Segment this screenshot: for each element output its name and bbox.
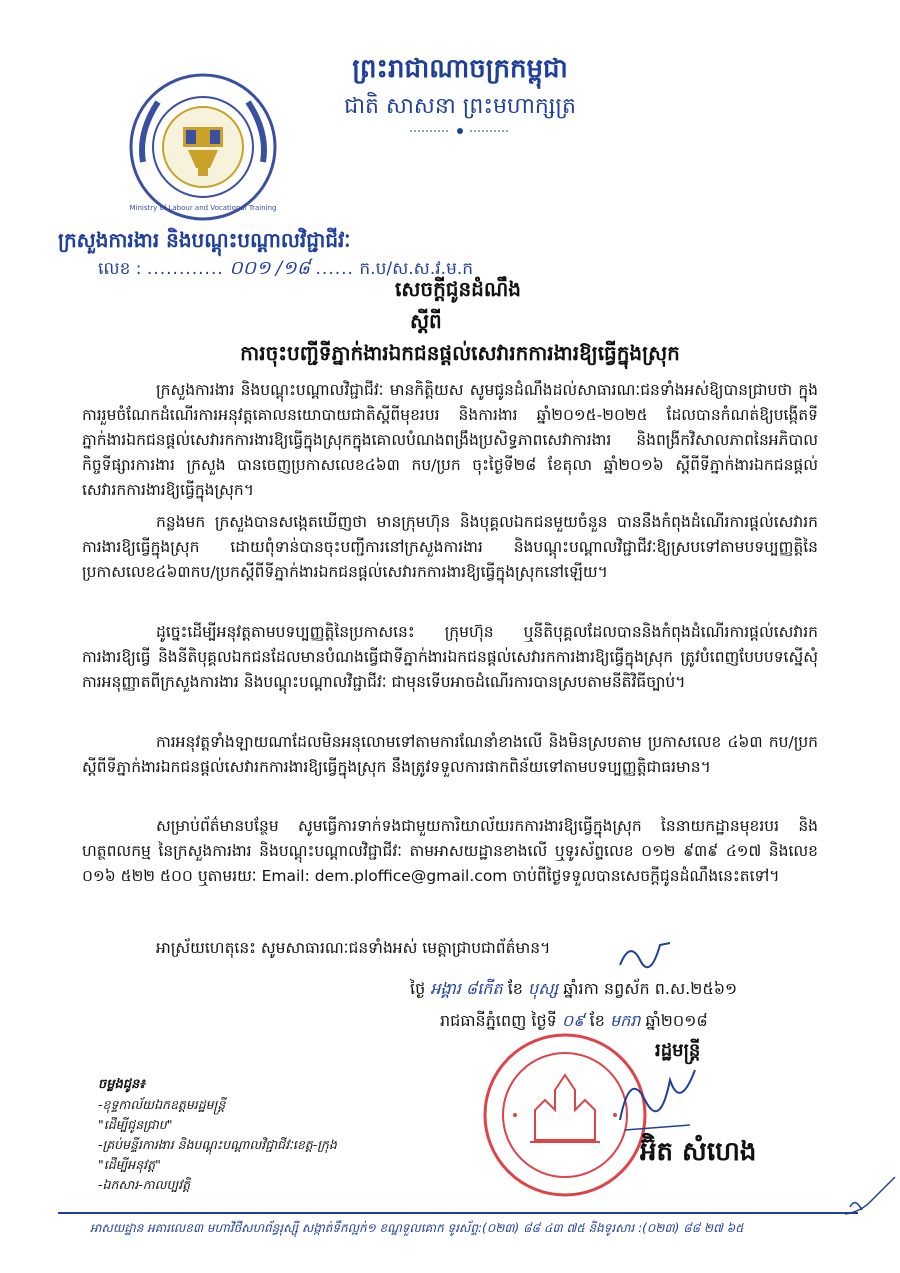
footer-address: អាសយដ្ឋាន អគារលេខ៣ មហាវិថីសហព័ន្ធរុស្ស៊ី សង្កាត់ទឹកល្អក់១ ខណ្ឌទួលគោក ទូរស័ព្ទ:(០២៣) ៨៨ ៤៣ ៧៥ និងទូរសារ :(០២៣) ៨៨ ២៧ ៦៥ [90, 1221, 744, 1235]
ministry-logo [128, 72, 278, 222]
solar-day: ០៩ [561, 1011, 585, 1030]
lunar-month: បុស្ស [528, 979, 559, 998]
ref-suffix: /១៨ [275, 257, 311, 279]
footer-flourish [840, 1172, 900, 1222]
reference-number: លេខ : ............ ០០១ /១៨ ...... ក.ប/ស.ស.វ.ម.ក [98, 257, 474, 279]
lunar-day: អង្គារ ៨កើត [430, 979, 503, 998]
ornament-divider [410, 126, 510, 136]
issuing-ministry: ក្រសួងការងារ និងបណ្តុះបណ្តាលវិជ្ជាជីវៈ [58, 228, 351, 252]
about-label: ស្តីពី [410, 309, 442, 333]
body-paragraph-5: សម្រាប់ព័ត៌មានបន្ថែម សូមធ្វើការទាក់ទងជាមួយការិយាល័យរកការងារឱ្យធ្វើក្នុងស្រុក នៃនាយកដ្ឋានមុខរបរ និងហត្ថពលកម្ម នៃក្រសួងការងារ និងបណ្តុះបណ្តាលវិជ្ជាជីវៈ តាមអាសយដ្ឋានខាងលើ ឬទូរស័ព្ទលេខ ០១២ ៩៣៩ ៤១៧ និងលេខ ០១៦ ៥២២ ៥០០ ឬតាមរយៈ Email: dem.ploffice@gmail.com ចាប់ពីថ្ងៃទទួលបានសេចក្តីជូនដំណឹងនេះតទៅ។ [82, 817, 818, 885]
recipients-heading: ចម្លងជូន៖ [98, 1077, 145, 1092]
signatory-name: អ៊ិត សំហេង [640, 1137, 757, 1167]
logo-text: Ministry of Labour and Vocational Training [129, 204, 277, 212]
document-type: សេចក្តីជូនដំណឹង [395, 277, 521, 301]
body-paragraph-4: ការអនុវត្តទាំងឡាយណាដែលមិនអនុលោមទៅតាមការណែនាំខាងលើ និងមិនស្របតាម ប្រកាសលេខ ៤៦៣ កប/ប្រក ស្តីពីទីភ្នាក់ងារឯកជនផ្តល់សេវារកការងារឱ្យធ្វើក្នុងស្រុក នឹងត្រូវទទួលការផាកពិន័យទៅតាមបទប្បញ្ញត្តិជាធរមាន។ [82, 733, 818, 776]
lunar-year: ឆ្នាំរកា នព្វស័ក ព.ស.២៥៦១ [563, 979, 738, 998]
footer-divider [58, 1212, 858, 1214]
body-paragraph-3: ដូច្នេះដើម្បីអនុវត្តតាមបទប្បញ្ញត្តិនៃប្រកាសនេះ ក្រុមហ៊ុន ឬនីតិបុគ្គលដែលបាននិងកំពុងដំណើរការផ្តល់សេវារកការងារឱ្យធ្វើ និងនីតិបុគ្គលឯកជនដែលមានបំណងធ្វើជាទីភ្នាក់ងារឯកជនផ្តល់សេវារកការងារឱ្យធ្វើក្នុងស្រុក ត្រូវបំពេញបែបបទស្នើសុំការអនុញ្ញាតពីក្រសួងការងារ និងបណ្តុះបណ្តាលវិជ្ជាជីវៈ ជាមុនទើបអាចដំណើរការបានស្របតាមនីតិវិធីច្បាប់។ [82, 623, 818, 691]
recipient-item: -ឯកសារ-កាលប្បវត្តិ [98, 1177, 191, 1192]
body-paragraph-1: ក្រសួងការងារ និងបណ្តុះបណ្តាលវិជ្ជាជីវៈ មានកិត្តិយស សូមជូនដំណឹងដល់សាធារណៈជនទាំងអស់ឱ្យបានជ្រាបថា ក្នុងការរួមចំណែកដំណើរការអនុវត្តគោលនយោបាយជាតិស្តីពីមុខរបរ និងការងារ ឆ្នាំ២០១៥-២០២៥ ដែលបានកំណត់ឱ្យបង្កើតទីភ្នាក់ងារឯកជនផ្តល់សេវារកការងារឱ្យធ្វើក្នុងស្រុកក្នុងគោលបំណងពង្រឹងប្រសិទ្ធភាពសេវាការងារ និងពង្រីកវិសាលភាពនៃអភិបាលកិច្ចទីផ្សារការងារ ក្រសួង បានចេញប្រកាសលេខ៤៦៣ កប/ប្រក ចុះថ្ងៃទី២៨ ខែតុលា ឆ្នាំ២០១៦ ស្តីពីទីភ្នាក់ងារឯកជនផ្តល់ សេវារកការងារឱ្យធ្វើក្នុងស្រុក។ [82, 381, 818, 499]
document-subject: ការចុះបញ្ជីទីភ្នាក់ងារឯកជនផ្តល់សេវារកការងារឱ្យធ្វើក្នុងស្រុក [240, 341, 680, 365]
recipient-item: -ខុទ្ទកាល័យឯកឧត្តមរដ្ឋមន្ត្រី [98, 1097, 226, 1112]
solar-prefix: រាជធានីភ្នំពេញ ថ្ងៃទី [440, 1011, 557, 1030]
lunar-prefix: ថ្ងៃ [410, 979, 426, 998]
solar-year: ឆ្នាំ២០១៨ [645, 1011, 708, 1030]
recipient-item: "ដើម្បីអនុវត្ត" [98, 1157, 161, 1172]
lunar-date [410, 978, 737, 1002]
initials-signature [615, 935, 675, 975]
kingdom-heading: ព្រះរាជាណាចក្រកម្ពុជា [352, 54, 568, 84]
recipient-item: -គ្រប់មន្ទីរការងារ និងបណ្តុះបណ្តាលវិជ្ជាជីវៈខេត្ត-ក្រុង [98, 1137, 337, 1152]
minister-signature [600, 1040, 710, 1150]
body-paragraph-6: អាស្រ័យហេតុនេះ សូមសាធារណៈជនទាំងអស់ មេត្តាជ្រាបជាព័ត៌មាន។ [156, 939, 551, 957]
solar-month-label: ខែ [589, 1011, 605, 1030]
ref-number: ០០១ [229, 257, 271, 279]
lunar-month-label: ខែ [507, 979, 523, 998]
recipient-item: "ដើម្បីជូនជ្រាប" [98, 1117, 173, 1132]
solar-month: មករា [609, 1011, 641, 1030]
copy-recipients [98, 1075, 337, 1195]
ref-code: ក.ប/ស.ស.វ.ម.ក [359, 259, 474, 279]
national-motto: ជាតិ សាសនា ព្រះមហាក្សត្រ [344, 94, 576, 119]
ref-label: លេខ : [98, 259, 142, 279]
signatory-title: រដ្ឋមន្ត្រី [655, 1040, 701, 1061]
body-paragraph-2: កន្លងមក ក្រសួងបានសង្កេតឃើញថា មានក្រុមហ៊ុន និងបុគ្គលឯកជនមួយចំនួន បាននឹងកំពុងដំណើរការផ្តល់សេវារកការងារឱ្យធ្វើក្នុងស្រុក ដោយពុំទាន់បានចុះបញ្ជីការនៅក្រសួងការងារ និងបណ្តុះបណ្តាលវិជ្ជាជីវៈឱ្យស្របទៅតាមបទប្បញ្ញត្តិនៃប្រកាសលេខ៤៦៣កប/ប្រកស្តីពីទីភ្នាក់ងារឯកជនផ្តល់សេវារកការងារឱ្យធ្វើក្នុងស្រុកនៅឡើយ។ [82, 513, 818, 581]
